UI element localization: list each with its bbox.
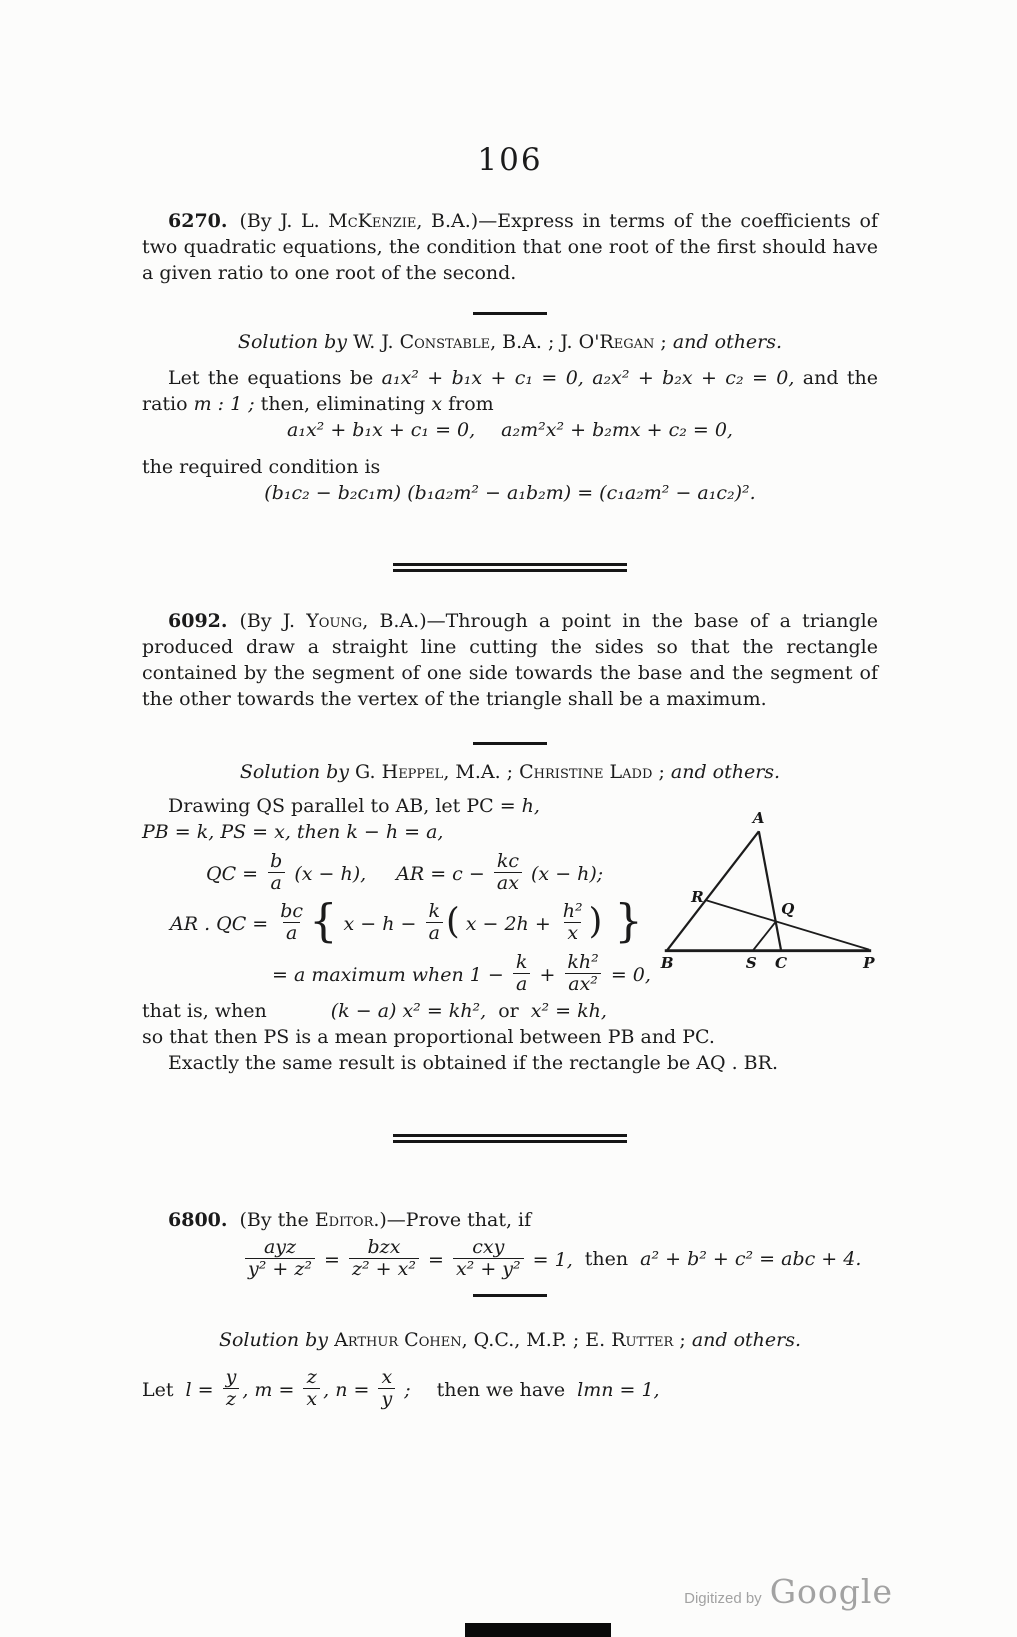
math-run: a² + b² + c² = abc + 4. [640, 1248, 862, 1271]
text-run: ; [673, 1329, 692, 1352]
text-run: Drawing QS parallel to AB, let PC = [168, 795, 522, 817]
double-rule [393, 563, 627, 572]
problem-6800-number: 6800. [168, 1208, 228, 1231]
author-name: McKenzie [328, 210, 417, 232]
text-run: , Q.C., M.P. ; [461, 1329, 586, 1352]
solution-6092-body [142, 793, 878, 1076]
byline-6800 [142, 1327, 878, 1353]
divider-rule [473, 1294, 547, 1297]
text-run: , B.A.)—Through a point in the base of a triangle produced draw a straight line cutting the sides so that the rectangle contained by the segment of one side towards the base and the segment of the other towards the vertex of the triangle shall be a maximum. [142, 610, 878, 710]
math-run: x² = kh, [530, 999, 607, 1022]
math-run: (x − h); [524, 862, 604, 885]
vertex-label-r: R [691, 888, 704, 907]
math-run: , n = [323, 1378, 376, 1401]
vertex-label-q: Q [781, 900, 795, 919]
divider-rule [473, 742, 547, 745]
fraction: $\frac{\text{kh²}}{\text{ax²}}$ [564, 952, 601, 996]
text-run: or [498, 999, 519, 1022]
math-run: QC = [206, 862, 265, 885]
solution-by-label: Solution by [239, 761, 356, 783]
math-run: m : 1 ; [193, 393, 255, 415]
solution-6270-text [142, 365, 878, 417]
text-run: , B.A. ; [490, 331, 561, 353]
solver-name: W. J. Constable [353, 331, 491, 353]
math-run: PB = k, PS = x, then k − h = a, [142, 821, 444, 843]
solver-name: Christine Ladd [519, 761, 653, 783]
solver-name: E. Rutter [585, 1329, 674, 1352]
text-run: , B.A.)—Express in terms of the coefficients of two quadratic equations, the condition that one root of the first should have a given ratio to one root of the second. [142, 210, 878, 284]
problem-6270-number: 6270. [168, 210, 228, 232]
left-paren: ( [446, 901, 460, 943]
fraction: $\frac{bc}{a}$ [280, 899, 304, 944]
math-run: (x − h), [288, 862, 367, 885]
text-run: (By J. [239, 610, 307, 632]
math-run: = 1, [526, 1248, 573, 1271]
text-run: ; [654, 331, 673, 353]
math-run: AR . QC = [170, 912, 275, 935]
vertex-label-c: C [775, 953, 788, 972]
math-run: ; [398, 1378, 411, 1401]
solution-6092-line4: so that then PS is a mean proportional between PB and PC. [142, 1025, 715, 1048]
digitized-by-watermark [684, 1572, 893, 1611]
author-name: Editor [314, 1208, 374, 1231]
divider-rule [473, 312, 547, 315]
math-run: = 0, [604, 963, 651, 986]
triangle-figure [654, 809, 888, 981]
math-run: + [533, 963, 562, 986]
text-run: Let [142, 1378, 174, 1401]
text-run: (By the [239, 1208, 315, 1231]
math-run: a₁x² + b₁x + c₁ = 0, [287, 419, 476, 441]
solution-6800-line1 [142, 1366, 878, 1413]
left-brace: { [309, 895, 338, 948]
math-run: lmn = 1, [577, 1378, 660, 1401]
math-run: , m = [242, 1378, 301, 1401]
right-paren: ) [588, 901, 603, 943]
vertex-label-s: S [745, 953, 757, 972]
fraction: $\frac{y}{z}$ [223, 1367, 240, 1411]
problem-6270-statement [142, 208, 878, 286]
text-run: then we have [436, 1378, 566, 1401]
page-number: 106 [477, 142, 543, 178]
page-content [142, 0, 878, 1413]
problem-6092-statement [142, 608, 878, 712]
problem-6800-statement [142, 1207, 878, 1233]
fraction: $\frac{\text{bzx}}{\text{z² + x²}}$ [349, 1237, 419, 1281]
math-run: = [317, 1248, 346, 1271]
solution-by-label: Solution by [237, 331, 354, 353]
text-run: ; [652, 761, 671, 783]
digitized-by-label: Digitized by [684, 1590, 762, 1607]
math-run: a₁x² + b₁x + c₁ = 0, a₂x² + b₂x + c₂ = 0, [381, 367, 795, 389]
text-run: that is, when [142, 999, 267, 1022]
text-run: (By J. L. [239, 210, 329, 232]
text-run: Let the equations be [168, 367, 382, 389]
math-run: x − h − [337, 912, 423, 935]
equation-6270-2: (b₁c₂ − b₂c₁m) (b₁a₂m² − a₁b₂m) = (c₁a₂m² − a₁c₂)². [264, 482, 756, 504]
author-name: Young [306, 610, 363, 632]
text-run: .)—Prove that, if [373, 1208, 532, 1231]
math-run: l = [185, 1378, 220, 1401]
right-brace: } [614, 895, 643, 948]
math-run: (k − a) x² = kh², [330, 999, 487, 1022]
math-run: = [421, 1248, 450, 1271]
and-others-label: and others. [670, 761, 781, 783]
solver-name: Arthur Cohen [334, 1329, 462, 1352]
fraction: $\frac{\text{h²}}{x}$ [562, 899, 583, 944]
text-run: then [584, 1248, 629, 1271]
vertex-label-b: B [660, 953, 674, 972]
scan-artifact-bar [465, 1623, 611, 1637]
problem-6092-number: 6092. [168, 610, 228, 632]
text-run: from [442, 393, 494, 415]
math-run: = a maximum when 1 − [272, 963, 510, 986]
text-run: , M.A. ; [443, 761, 520, 783]
fraction: $\frac{k}{a}$ [513, 952, 531, 996]
text-run: then, eliminating [254, 393, 432, 415]
math-run: x [431, 393, 443, 415]
equation-6800 [242, 1235, 878, 1283]
fraction: $\frac{x}{y}$ [378, 1367, 395, 1411]
and-others-label: and others. [672, 331, 783, 353]
fraction: $\frac{kc}{ax}$ [494, 851, 522, 895]
byline-6270 [142, 329, 878, 355]
fraction: $\frac{b}{a}$ [267, 851, 285, 895]
math-run: AR = c − [396, 862, 491, 885]
vertex-label-p: P [863, 953, 875, 972]
fraction: $\frac{z}{x}$ [303, 1367, 320, 1411]
solver-name: J. O'Regan [560, 331, 655, 353]
text-run: and the ratio [142, 367, 878, 415]
fraction: $\frac{k}{a}$ [425, 901, 443, 945]
fraction: $\frac{\text{ayz}}{\text{y² + z²}}$ [245, 1237, 315, 1281]
solver-name: G. Heppel [355, 761, 444, 783]
vertex-label-a: A [752, 809, 765, 828]
math-run: a₂m²x² + b₂mx + c₂ = 0, [501, 419, 733, 441]
solution-by-label: Solution by [218, 1329, 335, 1352]
byline-6092 [142, 759, 878, 785]
fraction: $\frac{\text{cxy}}{\text{x² + y²}}$ [453, 1237, 524, 1281]
solution-6092-line5: Exactly the same result is obtained if the rectangle be AQ . BR. [168, 1051, 778, 1074]
math-run: x − 2h + [459, 912, 557, 935]
google-logo-text: Google [769, 1572, 893, 1611]
text-line: the required condition is [142, 456, 381, 478]
math-run: h, [521, 795, 540, 817]
double-rule [393, 1134, 627, 1143]
and-others-label: and others. [691, 1329, 802, 1352]
solution-6092-line3 [142, 998, 878, 1024]
equation-6270-1 [142, 417, 878, 444]
